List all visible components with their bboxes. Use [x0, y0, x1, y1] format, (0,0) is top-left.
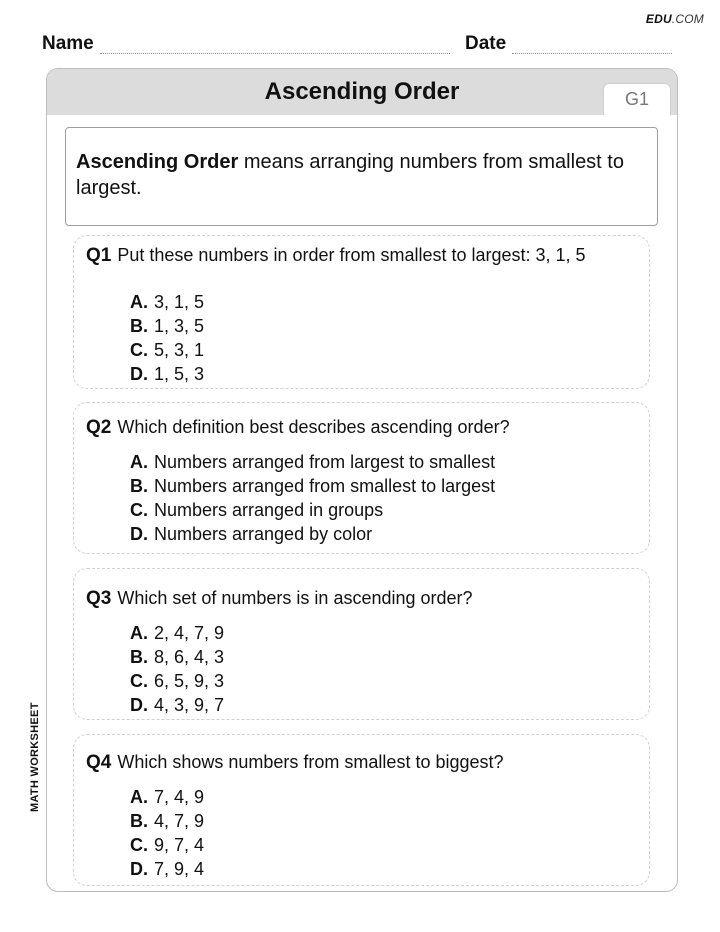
definition-text: means arranging numbers from smallest to largest. — [76, 151, 624, 199]
option-a[interactable] — [130, 621, 224, 645]
option-letter: D. — [130, 524, 148, 544]
option-text: 1, 3, 5 — [154, 316, 205, 336]
option-b[interactable] — [130, 809, 204, 833]
option-text: 4, 7, 9 — [154, 811, 205, 831]
question-number: Q3 — [86, 588, 112, 609]
answer-options — [130, 450, 495, 546]
option-text: 4, 3, 9, 7 — [154, 695, 225, 715]
title-band — [47, 69, 677, 115]
option-text: Numbers arranged from smallest to largest — [154, 476, 496, 496]
option-letter: C. — [130, 835, 148, 855]
option-letter: D. — [130, 364, 148, 384]
question-2 — [86, 416, 641, 439]
worksheet — [46, 68, 678, 892]
option-d[interactable] — [130, 522, 495, 546]
option-letter: A. — [130, 452, 148, 472]
answer-options — [130, 621, 224, 717]
question-card-4 — [73, 734, 650, 886]
answer-options — [130, 290, 204, 386]
question-card-1 — [73, 235, 650, 389]
option-letter: B. — [130, 647, 148, 667]
option-text: 6, 5, 9, 3 — [154, 671, 225, 691]
definition-box — [65, 127, 658, 226]
brand-rest: .COM — [671, 12, 704, 26]
option-text: 1, 5, 3 — [154, 364, 205, 384]
option-letter: C. — [130, 671, 148, 691]
question-4 — [86, 751, 641, 774]
option-a[interactable] — [130, 290, 204, 314]
option-letter: C. — [130, 340, 148, 360]
option-text: Numbers arranged in groups — [154, 500, 384, 520]
brand-logo — [646, 12, 704, 26]
option-text: 7, 4, 9 — [154, 787, 205, 807]
option-letter: D. — [130, 859, 148, 879]
definition-term: Ascending Order — [76, 151, 239, 173]
question-text: Which shows numbers from smallest to biggest? — [117, 752, 504, 772]
date-label: Date — [465, 33, 507, 54]
option-letter: A. — [130, 787, 148, 807]
option-c[interactable] — [130, 669, 224, 693]
question-card-3 — [73, 568, 650, 720]
side-label: MATH WORKSHEET — [29, 702, 41, 812]
option-letter: A. — [130, 623, 148, 643]
option-text: 3, 1, 5 — [154, 292, 205, 312]
option-a[interactable] — [130, 450, 495, 474]
option-text: Numbers arranged by color — [154, 524, 373, 544]
date-field-line[interactable] — [512, 53, 672, 54]
option-text: Numbers arranged from largest to smallest — [154, 452, 496, 472]
grade-badge: G1 — [603, 83, 671, 115]
option-text: 7, 9, 4 — [154, 859, 205, 879]
question-number: Q2 — [86, 417, 112, 438]
question-number: Q1 — [86, 245, 112, 266]
question-text: Which set of numbers is in ascending order? — [117, 588, 473, 608]
name-field-line[interactable] — [100, 53, 450, 54]
name-label: Name — [42, 33, 94, 54]
option-letter: D. — [130, 695, 148, 715]
option-letter: B. — [130, 811, 148, 831]
brand-bold: EDU — [645, 12, 672, 26]
option-c[interactable] — [130, 833, 204, 857]
option-b[interactable] — [130, 474, 495, 498]
option-c[interactable] — [130, 498, 495, 522]
page-title: Ascending Order — [264, 78, 460, 105]
question-card-2 — [73, 402, 650, 554]
option-b[interactable] — [130, 645, 224, 669]
option-text: 8, 6, 4, 3 — [154, 647, 225, 667]
answer-options — [130, 785, 204, 881]
option-a[interactable] — [130, 785, 204, 809]
option-b[interactable] — [130, 314, 204, 338]
option-letter: B. — [130, 476, 148, 496]
question-1 — [86, 244, 641, 267]
option-d[interactable] — [130, 693, 224, 717]
option-letter: C. — [130, 500, 148, 520]
question-text: Which definition best describes ascending order? — [117, 417, 510, 437]
option-letter: B. — [130, 316, 148, 336]
question-text: Put these numbers in order from smallest to largest: 3, 1, 5 — [117, 245, 586, 265]
option-d[interactable] — [130, 857, 204, 881]
option-d[interactable] — [130, 362, 204, 386]
option-text: 5, 3, 1 — [154, 340, 205, 360]
question-3 — [86, 587, 641, 610]
option-text: 2, 4, 7, 9 — [154, 623, 225, 643]
option-text: 9, 7, 4 — [154, 835, 205, 855]
option-c[interactable] — [130, 338, 204, 362]
question-number: Q4 — [86, 752, 112, 773]
option-letter: A. — [130, 292, 148, 312]
